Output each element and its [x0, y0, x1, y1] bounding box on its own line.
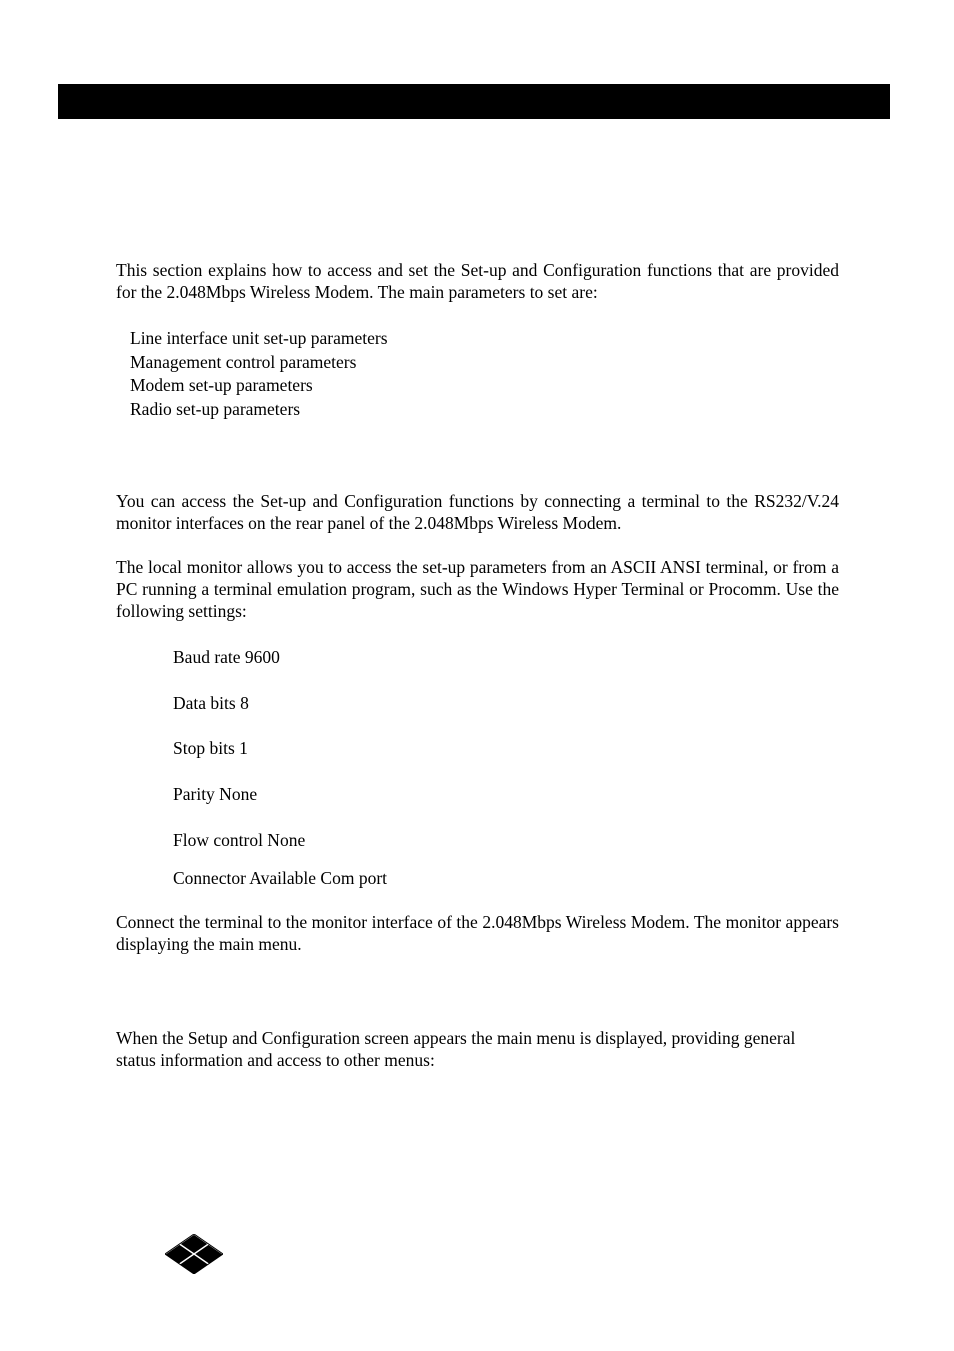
parameter-item-modem: Modem set-up parameters: [130, 375, 313, 395]
setting-parity: Parity None: [173, 784, 258, 804]
parameter-item-management: Management control parameters: [130, 352, 357, 372]
parameter-item-line-interface: Line interface unit set-up parameters: [130, 328, 388, 348]
header-bar: [58, 84, 890, 119]
local-monitor-paragraph: The local monitor allows you to access the set-up parameters from an ASCII ANSI terminal, or from a PC running a terminal emulation program, such as the Windows Hyper Terminal or Procomm. Use the following settings:: [116, 557, 839, 621]
parameter-item-radio: Radio set-up parameters: [130, 399, 301, 419]
access-paragraph: You can access the Set-up and Configuration functions by connecting a terminal to the RS232/V.24 monitor interfaces on the rear panel of the 2.048Mbps Wireless Modem.: [116, 491, 839, 533]
connect-paragraph: Connect the terminal to the monitor interface of the 2.048Mbps Wireless Modem. The monitor appears displaying the main menu.: [116, 912, 839, 954]
setting-data-bits: Data bits 8: [173, 693, 249, 713]
setting-baud-rate: Baud rate 9600: [173, 647, 280, 667]
main-menu-paragraph: When the Setup and Configuration screen appears the main menu is displayed, providing general status information and access to other menus:: [116, 1028, 796, 1070]
setting-flow-control: Flow control None: [173, 830, 306, 850]
intro-paragraph: This section explains how to access and set the Set-up and Configuration functions that are provided for the 2.048Mbps Wireless Modem. The main parameters to set are:: [116, 260, 839, 302]
setting-stop-bits: Stop bits 1: [173, 738, 248, 758]
setting-connector: Connector Available Com port: [173, 868, 388, 888]
company-logo: [165, 1234, 223, 1274]
